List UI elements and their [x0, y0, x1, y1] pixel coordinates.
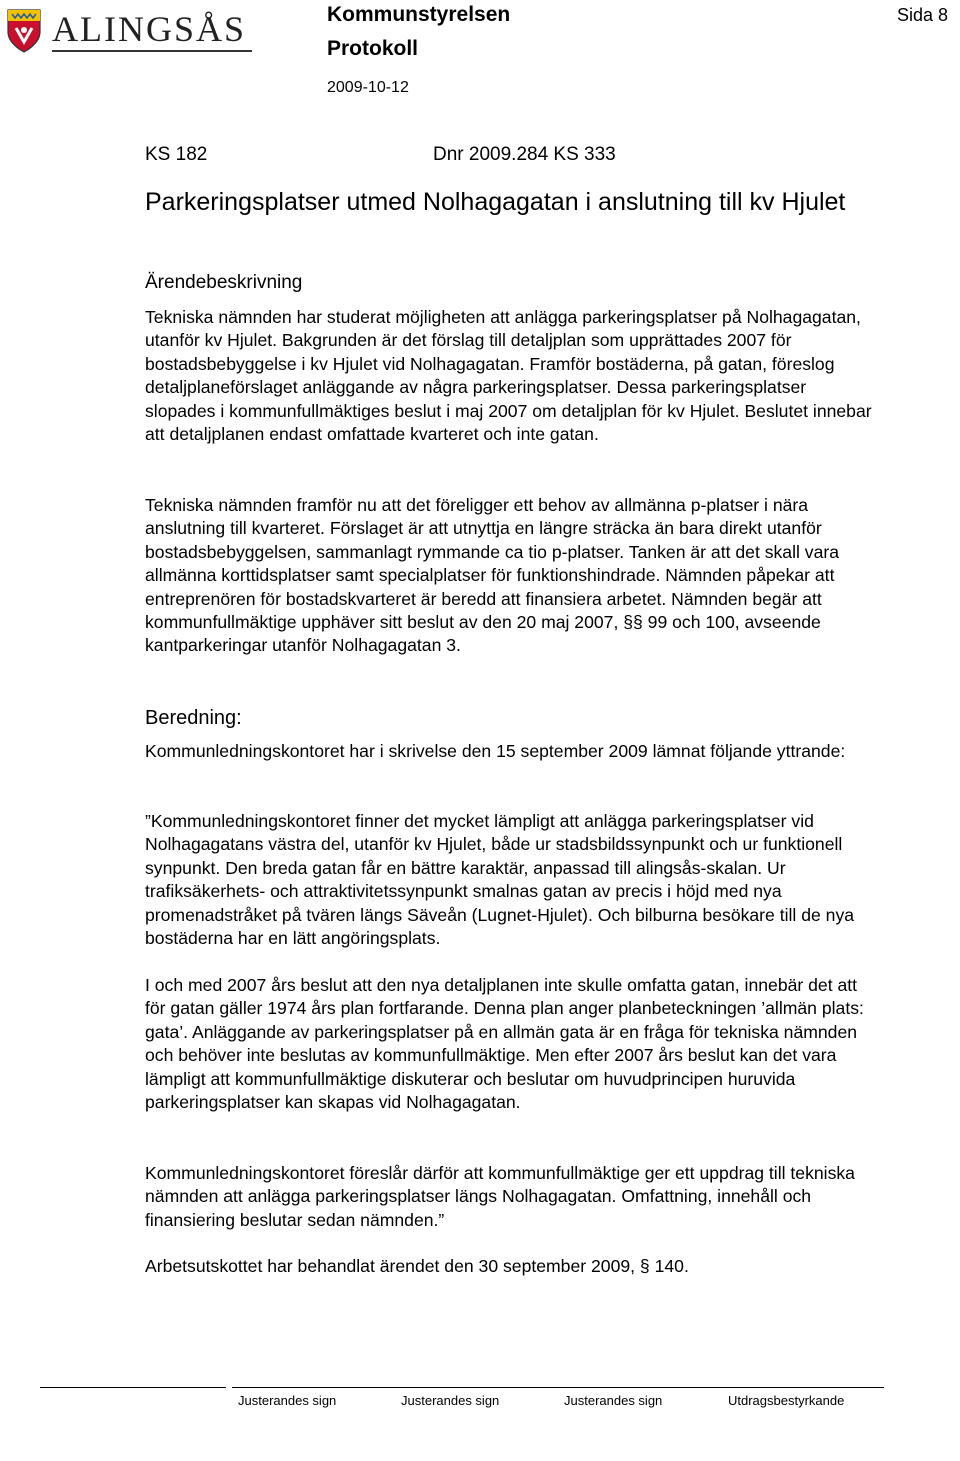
- meeting-date: 2009-10-12: [327, 79, 409, 96]
- logo-underline: [52, 50, 252, 52]
- ks-number: KS 182: [145, 144, 208, 165]
- paragraph: Arbetsutskottet har behandlat ärendet den 30 september 2009, § 140.: [145, 1256, 689, 1276]
- page-number: Sida 8: [896, 5, 948, 25]
- logo-wordmark: ALINGSÅS: [52, 9, 247, 49]
- document-type: Protokoll: [327, 37, 419, 60]
- paragraph: Kommunledningskontoret föreslår därför att kommunfullmäktige ger ett uppdrag till tekniska nämnden att anlägga parkeringsplatser längs Nolhagagatan. Omfattning, innehåll och finansiering beslutar sedan nämnden.”: [145, 1163, 855, 1230]
- coat-of-arms-icon: [6, 8, 42, 54]
- quoted-paragraph: ”Kommunledningskontoret finner det mycket lämpligt att anlägga parkeringsplatser vid Nolhagagatans västra del, utanför kv Hjulet, både ur stadsbildssynpunkt och ur funktionell synpunkt. Den breda gatan får en bättre karaktär, anpassad till alingsås-skalan. Ur trafiksäkerhets- och attraktivitetssynpunkt smalnas gatan av precis i höjd med nya promenadstråket på tvären längs Säveån (Lugnet-Hjulet). Och bilburna besökare till de nya bostäderna har en lätt angöringsplats.: [145, 811, 855, 949]
- paragraph: Tekniska nämnden framför nu att det föreligger ett behov av allmänna p-platser i nära anslutning till kvarteret. Förslaget är att utnyttja en längre sträcka än bara direkt utanför bostadsbebyggelsen, sammanlagt rymmande ca tio p-platser. Tanken är att det skall vara allmänna korttidsplatser samt specialplatser för funktionshindrade. Nämnden påpekar att entreprenören för bostadskvarteret är beredd att finansiera arbetet. Nämnden begär att kommunfullmäktige upphäver sitt beslut av den 20 maj 2007, §§ 99 och 100, avseende kantparkeringar utanför Nolhagagatan 3.: [145, 495, 840, 656]
- diary-number: Dnr 2009.284 KS 333: [433, 144, 616, 165]
- signature-box-1: Justerandes sign: [238, 1393, 337, 1408]
- footer-rule: [40, 1387, 226, 1388]
- signature-box-2: Justerandes sign: [401, 1393, 500, 1408]
- footer-rule: [232, 1387, 884, 1388]
- paragraph: Kommunledningskontoret har i skrivelse den 15 september 2009 lämnat följande yttrande:: [145, 741, 846, 761]
- signature-box-3: Justerandes sign: [564, 1393, 663, 1408]
- paragraph: I och med 2007 års beslut att den nya detaljplanen inte skulle omfatta gatan, innebär det att för gatan gäller 1974 års plan fortfarande. Denna plan anger planbeteckningen ’allmän plats: gata’. Anläggande av parkeringsplatser på en allmän gata är en fråga för tekniska nämnden och behöver inte beslutas av kommunfullmäktige. Men efter 2007 års beslut kan det vara lämpligt att kommunfullmäktige diskuterar och beslutar om huvudprincipen huruvida parkeringsplatser kan skapas vid Nolhagagatan.: [145, 975, 864, 1113]
- section-heading-beredning: Beredning:: [145, 707, 242, 729]
- extract-certification: Utdragsbestyrkande: [728, 1393, 845, 1408]
- paragraph: Tekniska nämnden har studerat möjligheten att anlägga parkeringsplatser på Nolhagagatan, utanför kv Hjulet. Bakgrunden är det förslag till detaljplan som upprättades 2007 för bostadsbebyggelse i kv Hjulet vid Nolhagagatan. Framför bostäderna, på gatan, föreslog detaljplaneförslaget anläggande av några parkeringsplatser. Dessa parkeringsplatser slopades i kommunfullmäktiges beslut i maj 2007 om detaljplan för kv Hjulet. Beslutet innebar att detaljplanen endast omfattade kvarteret och inte gatan.: [145, 307, 872, 445]
- logo: [6, 6, 254, 58]
- organization-name: Kommunstyrelsen: [327, 3, 511, 26]
- page-title: Parkeringsplatser utmed Nolhagagatan i anslutning till kv Hjulet: [145, 188, 846, 216]
- section-heading-arendebeskrivning: Ärendebeskrivning: [145, 272, 303, 293]
